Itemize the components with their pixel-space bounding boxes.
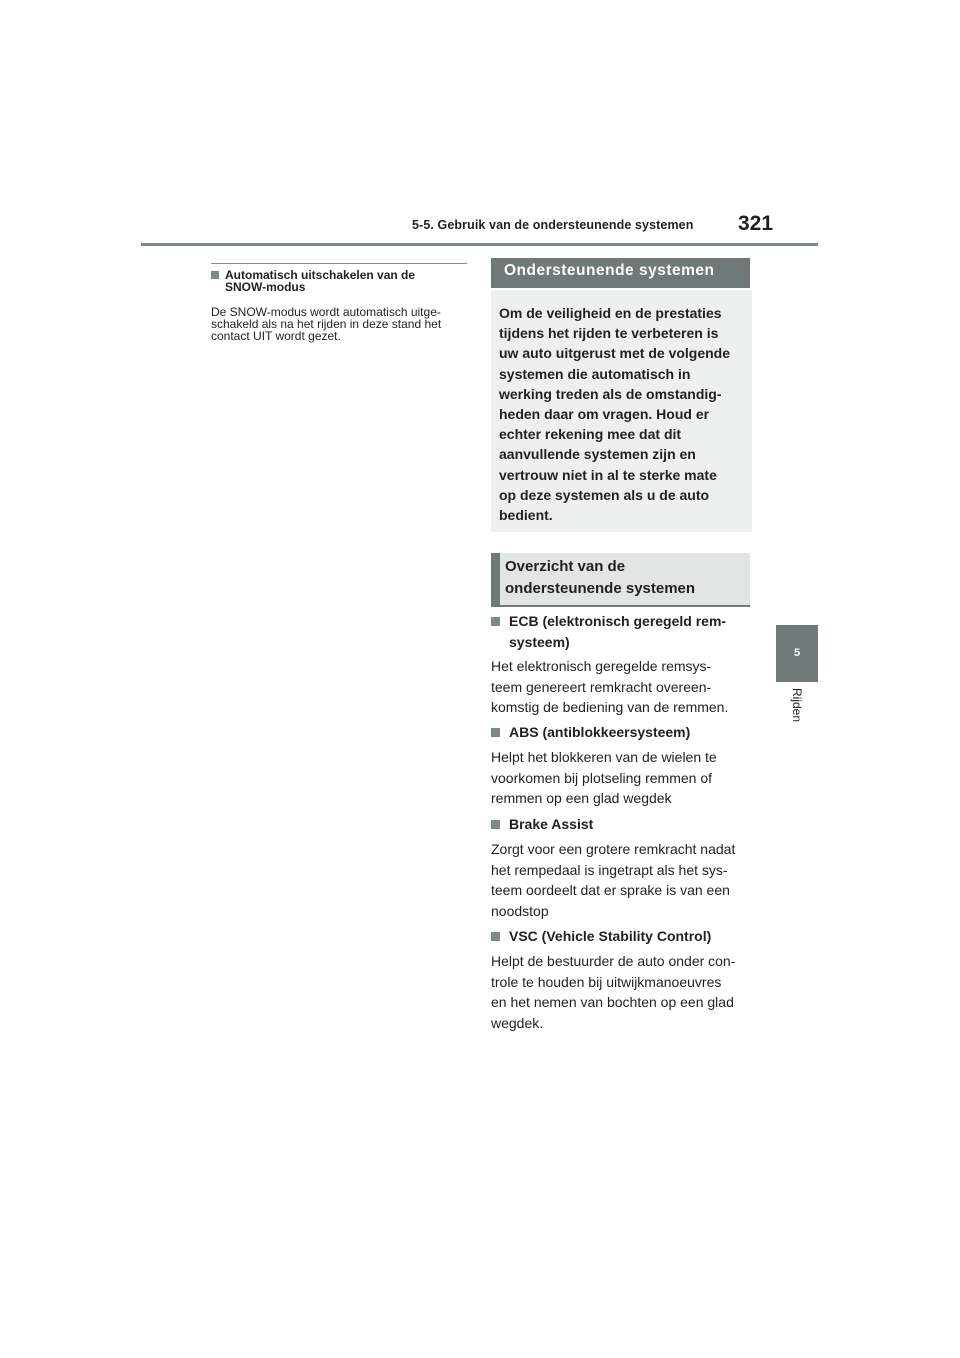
item-body-ecb (491, 656, 750, 718)
overview-accent-bar (491, 553, 500, 605)
body-line: teem genereert remkracht overeen- (491, 678, 712, 695)
intro-line: vertrouw niet in al te sterke mate (499, 466, 717, 483)
chapter-label: Rijden (790, 688, 804, 723)
item-heading-line1: Brake Assist (509, 816, 594, 832)
square-bullet-icon (491, 728, 500, 737)
overview-heading-box (491, 553, 750, 607)
intro-line: bedient. (499, 507, 553, 524)
body-line: De SNOW-modus wordt automatisch uitge- (211, 305, 441, 319)
square-bullet-icon (491, 820, 500, 829)
snow-heading-line1: Automatisch uitschakelen van de (225, 268, 416, 282)
intro-line: uw auto uitgerust met de volgende (499, 345, 731, 362)
intro-line: op deze systemen als u de auto (499, 486, 710, 503)
section-title-bar (491, 258, 750, 288)
square-bullet-icon (211, 271, 219, 279)
overview-heading-line1: Overzicht van de (505, 558, 626, 575)
header-divider (141, 243, 818, 246)
item-heading-vsc (491, 926, 750, 947)
body-line: en het nemen van bochten op een glad (491, 994, 734, 1010)
section-header-title: 5-5. Gebruik van de ondersteunende systemen (412, 218, 694, 232)
intro-line: tijdens het rijden te verbeteren is (499, 325, 719, 342)
item-heading-ecb (491, 611, 750, 652)
item-body-brake-assist (491, 839, 750, 921)
snow-heading-line2: SNOW-modus (225, 280, 306, 294)
intro-line: heden daar om vragen. Houd er (499, 406, 710, 423)
chapter-number: 5 (793, 647, 801, 659)
snow-mode-body (211, 306, 467, 342)
body-line: contact UIT wordt gezet. (211, 329, 341, 343)
item-heading-line1: VSC (Vehicle Stability Control) (509, 928, 712, 944)
body-line: Helpt de bestuurder de auto onder con- (491, 953, 736, 969)
overview-heading (505, 556, 745, 600)
body-line: Helpt het blokkeren van de wielen te (491, 749, 717, 765)
intro-line: aanvullende systemen zijn en (499, 446, 696, 463)
item-heading-brake-assist (491, 814, 750, 835)
body-line: remmen op een glad wegdek (491, 790, 672, 806)
chapter-label-container (776, 688, 818, 744)
item-heading-abs (491, 722, 750, 743)
intro-line: werking treden als de omstandig- (499, 385, 722, 402)
item-heading-line1: ABS (antiblokkeersysteem) (509, 724, 691, 740)
body-line: komstig de bediening van de remmen. (491, 699, 729, 715)
body-line: schakeld als na het rijden in deze stand het (211, 317, 442, 331)
chapter-tab (776, 625, 818, 682)
body-line: voorkomen bij plotseling remmen of (491, 769, 712, 786)
body-line: Het elektronisch geregelde remsys- (491, 658, 712, 674)
intro-box (491, 290, 752, 532)
body-line: Zorgt voor een grotere remkracht nadat (491, 841, 736, 857)
body-line: trole te houden bij uitwijkmanoeuvres (491, 973, 722, 990)
body-line: teem oordeelt dat er sprake is van een (491, 882, 730, 898)
item-heading-line2: systeem) (509, 633, 570, 650)
body-line: wegdek. (491, 1014, 544, 1031)
left-column-divider (211, 263, 467, 264)
intro-line: Om de veiligheid en de prestaties (499, 305, 722, 321)
square-bullet-icon (491, 932, 500, 941)
overview-heading-line2: ondersteunende systemen (505, 580, 696, 597)
snow-mode-heading (211, 269, 467, 293)
item-body-abs (491, 747, 750, 809)
page-number: 321 (738, 212, 774, 235)
item-body-vsc (491, 951, 750, 1033)
item-heading-line1: ECB (elektronisch geregeld rem- (509, 613, 727, 629)
intro-line: echter rekening mee dat dit (499, 426, 682, 443)
body-line: noodstop (491, 902, 549, 919)
section-title: Ondersteunende systemen (504, 262, 715, 279)
square-bullet-icon (491, 617, 500, 626)
intro-line: systemen die automatisch in (499, 365, 691, 382)
body-line: het rempedaal is ingetrapt als het sys- (491, 861, 728, 878)
intro-text (499, 303, 745, 525)
